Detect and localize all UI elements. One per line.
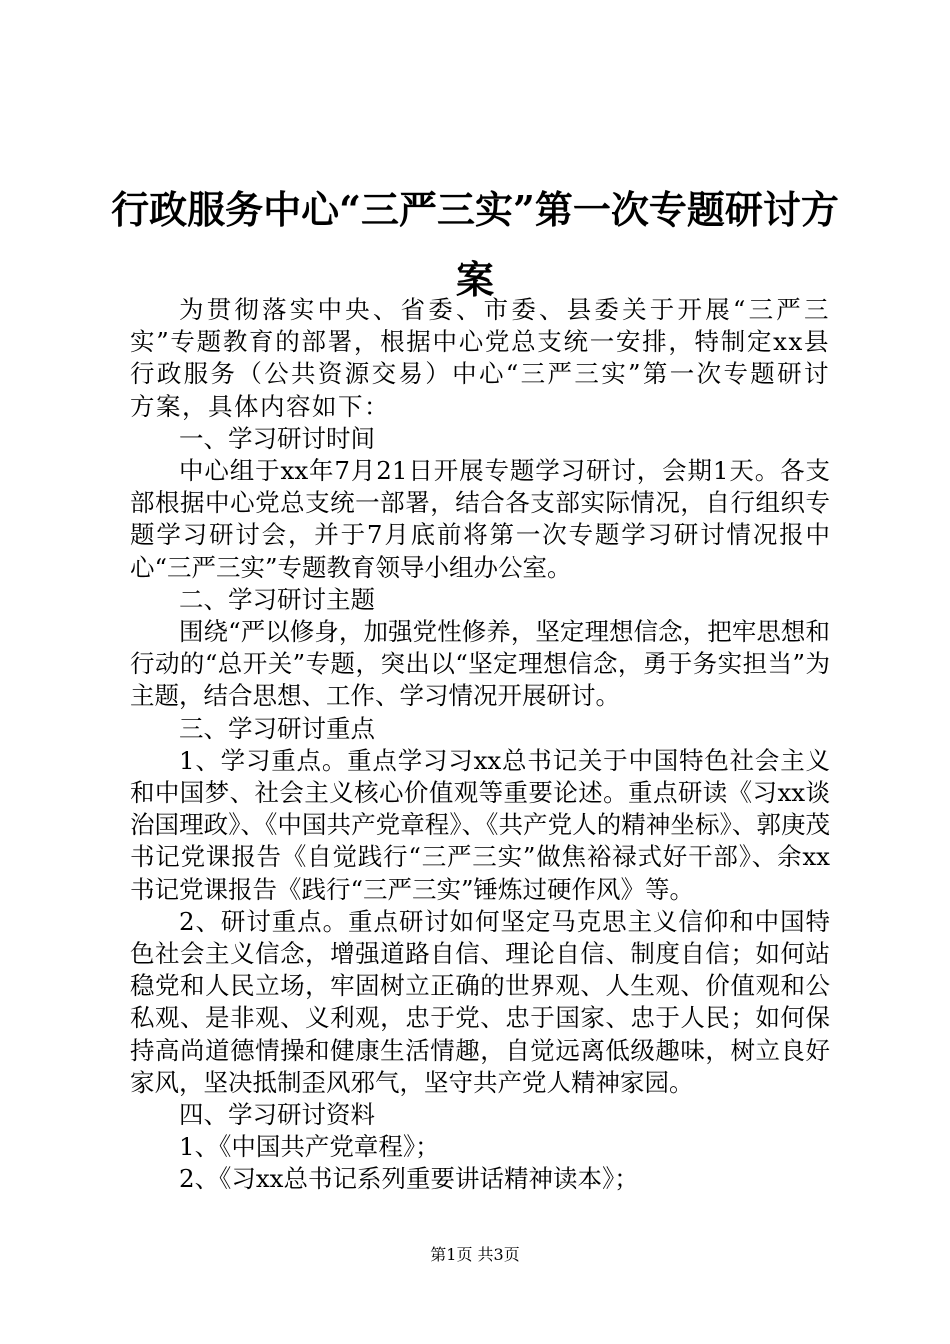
time-paragraph: 中心组于xx年7月21日开展专题学习研讨，会期1天。各支部根据中心党总支统一部署，结合各支部实际情况，自行组织专题学习研讨会，并于7月底前将第一次专题学习研讨情况报中心“三严三实”专题教育领导小组办公室。 <box>130 456 830 582</box>
material-item: 2、《习xx总书记系列重要讲话精神读本》； <box>179 1164 639 1194</box>
discussion-focus-paragraph: 2、研讨重点。重点研讨如何坚定马克思主义信仰和中国特色社会主义信念，增强道路自信、理论自信、制度自信；如何站稳党和人民立场，牢固树立正确的世界观、人生观、价值观和公私观、是非观、义利观，忠于党、忠于国家、忠于人民；如何保持高尚道德情操和健康生活情趣，自觉远离低级趣味，树立良好家风，坚决抵制歪风邪气，坚守共产党人精神家园。 <box>130 906 830 1097</box>
section-heading-focus: 三、学习研讨重点 <box>179 713 375 743</box>
document-title: 行政服务中心“三严三实”第一次专题研讨方案 <box>111 187 839 303</box>
study-focus-paragraph: 1、学习重点。重点学习习xx总书记关于中国特色社会主义和中国梦、社会主义核心价值观等重要论述。重点研读《习xx谈治国理政》、《中国共产党章程》、《共产党人的精神坐标》、郭庚茂书记党课报告《自觉践行“三严三实”做焦裕禄式好干部》、余xx书记党课报告《践行“三严三实”锤炼过硬作风》等。 <box>130 745 830 904</box>
section-heading-materials: 四、学习研讨资料 <box>179 1100 375 1130</box>
material-item: 1、《中国共产党章程》； <box>179 1132 440 1162</box>
page-number: 第1页 共3页 <box>430 1245 520 1264</box>
document-body <box>130 294 830 1196</box>
intro-paragraph: 为贯彻落实中央、省委、市委、县委关于开展“三严三实”专题教育的部署，根据中心党总支统一安排，特制定xx县行政服务（公共资源交易）中心“三严三实”第一次专题研讨方案，具体内容如下： <box>130 295 830 421</box>
section-heading-time: 一、学习研讨时间 <box>179 423 375 453</box>
theme-paragraph: 围绕“严以修身，加强党性修养，坚定理想信念，把牢思想和行动的“总开关”专题，突出以“坚定理想信念，勇于务实担当”为主题，结合思想、工作、学习情况开展研讨。 <box>130 617 830 711</box>
section-heading-theme: 二、学习研讨主题 <box>179 584 375 614</box>
